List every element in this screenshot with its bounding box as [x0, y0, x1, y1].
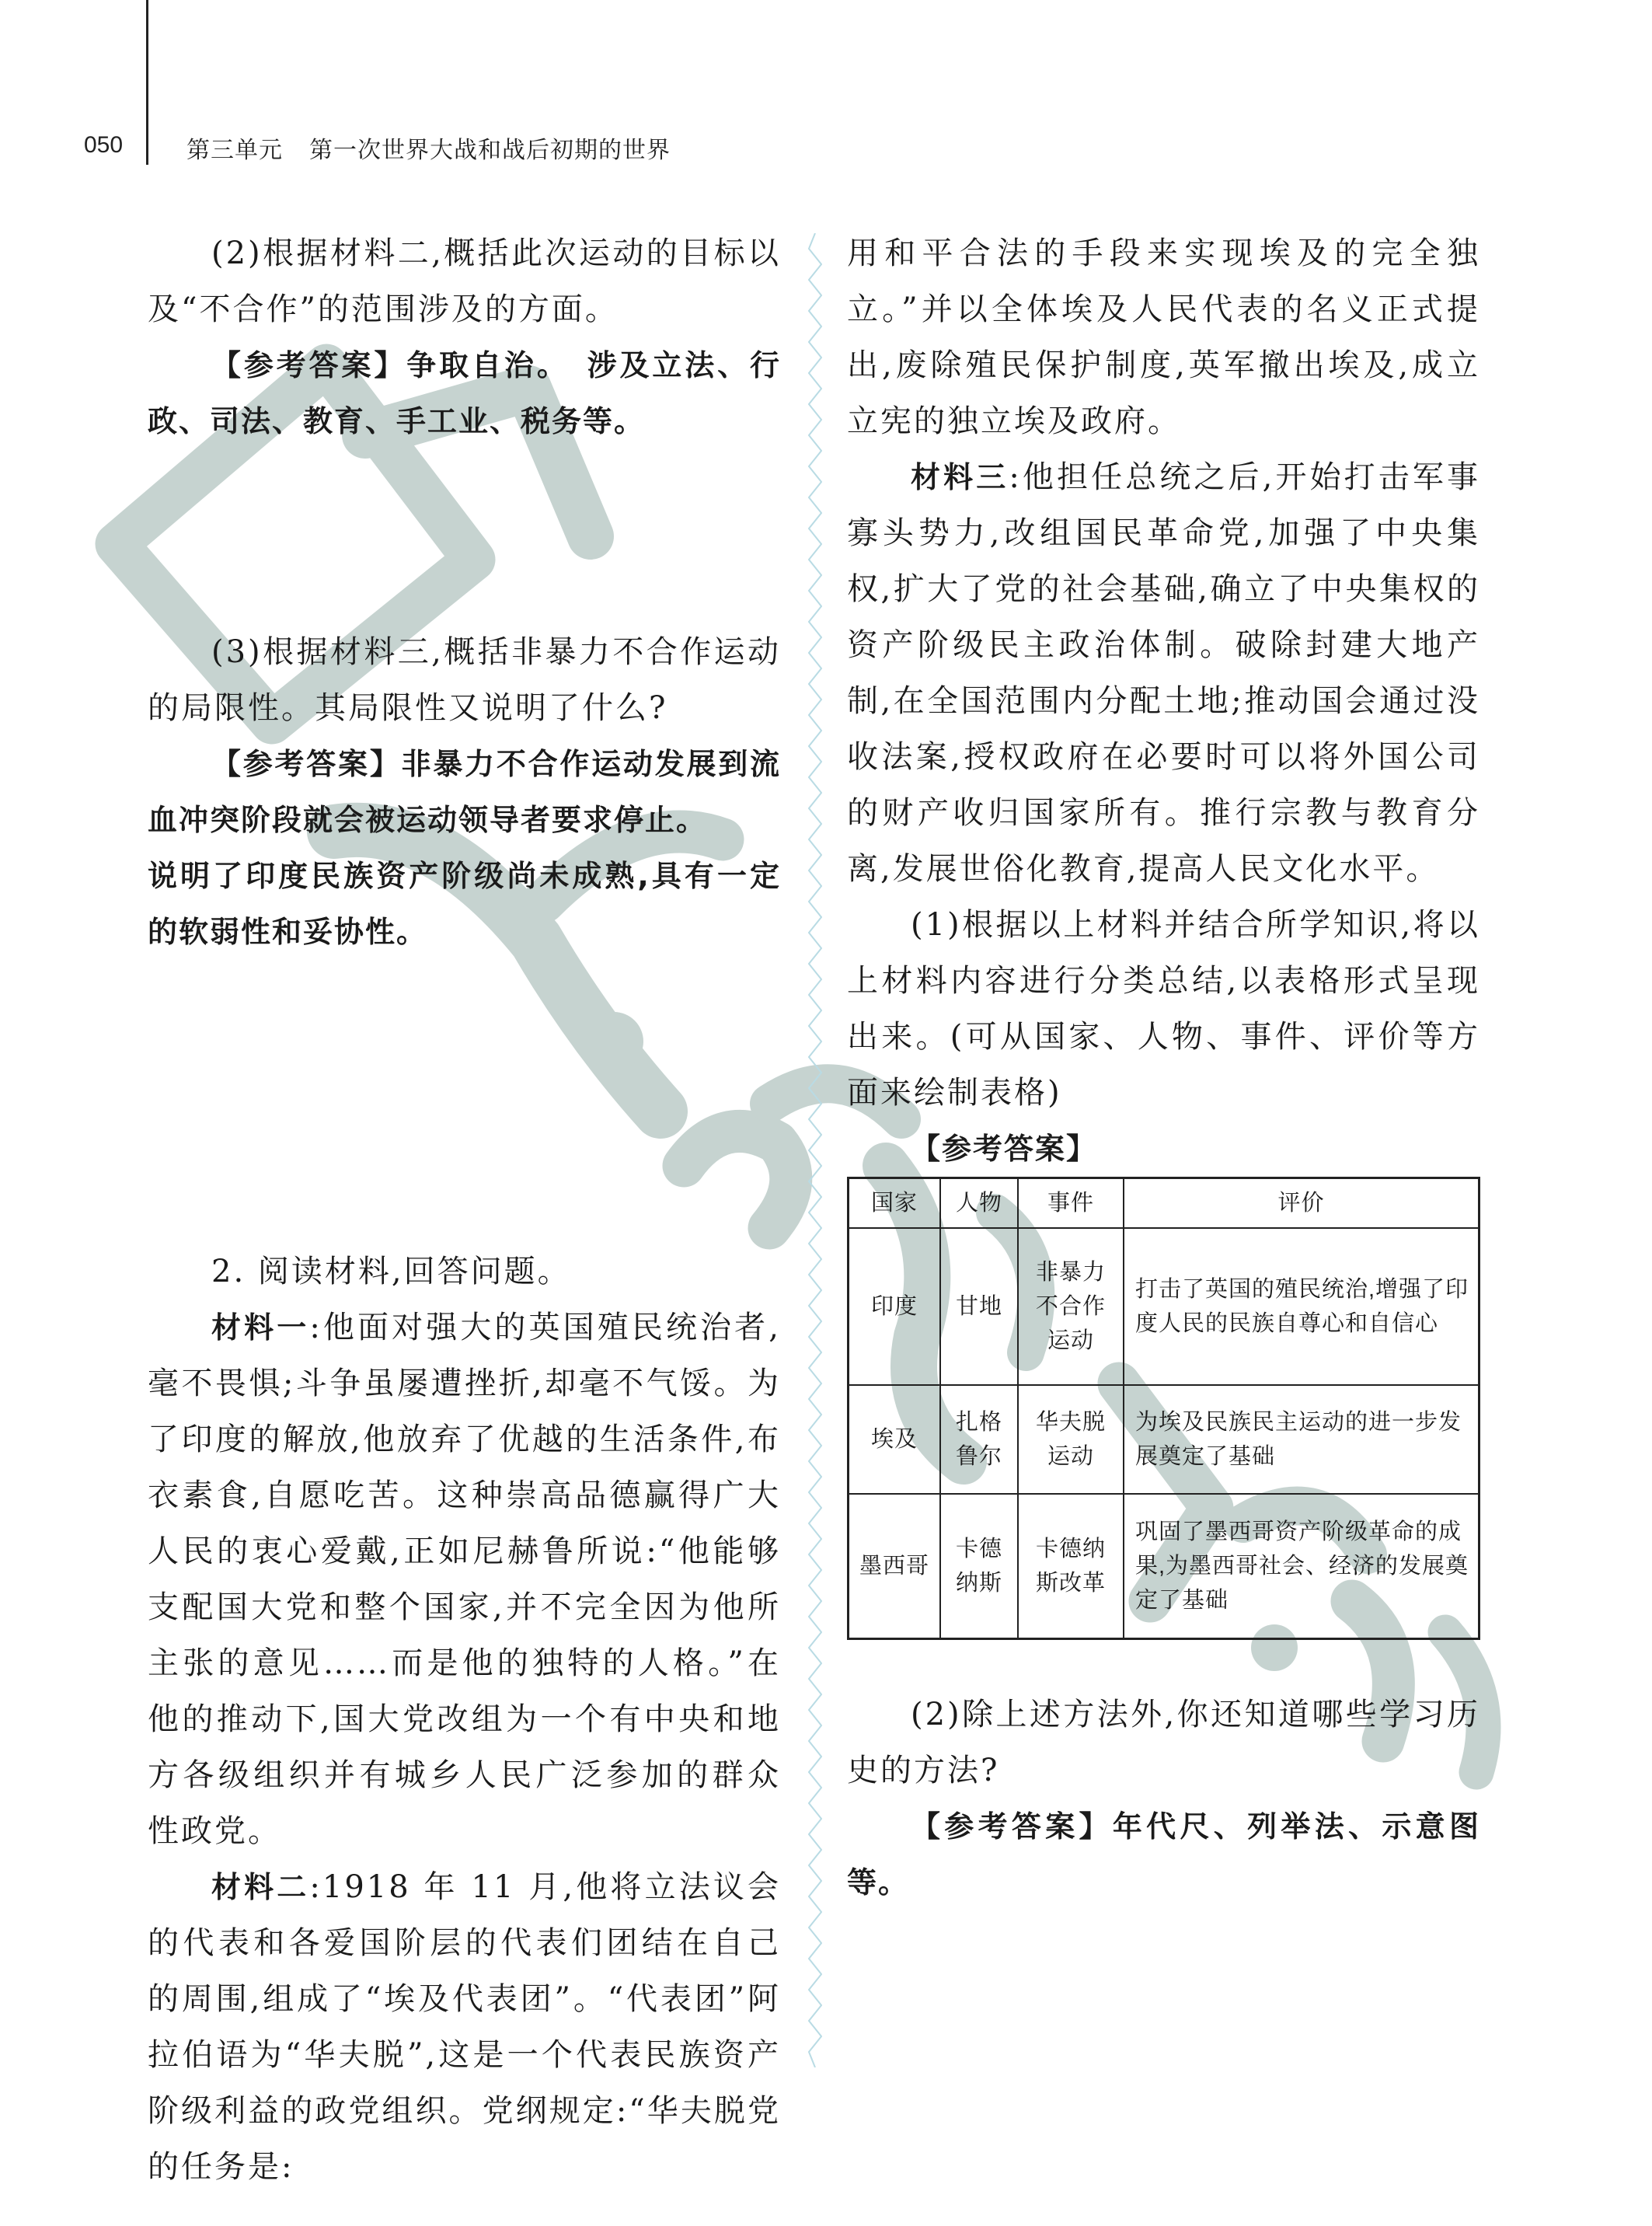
table-cell: 打击了英国的殖民统治,增强了印度人民的民族自尊心和自信心 — [1124, 1228, 1479, 1385]
column-divider — [808, 233, 822, 2067]
question-1-answer-heading: 【参考答案】 — [911, 1132, 1098, 1166]
table-row — [849, 1494, 1479, 1639]
table-row — [849, 1228, 1479, 1385]
running-header — [186, 131, 697, 165]
table-cell: 为埃及民族民主运动的进一步发展奠定了基础 — [1124, 1385, 1479, 1494]
table-cell: 埃及 — [849, 1385, 941, 1494]
table-cell: 巩固了墨西哥资产阶级革命的成果,为墨西哥社会、经济的发展奠定了基础 — [1124, 1494, 1479, 1639]
material-3-label: 材料三 — [911, 460, 1009, 494]
question-3-prompt: (3)根据材料三,概括非暴力不合作运动的局限性。其局限性又说明了什么? — [148, 634, 781, 726]
table-header-evaluation: 评价 — [1124, 1178, 1479, 1229]
material-2-text: :1918 年 11 月,他将立法议会的代表和各爱国阶层的代表们团结在自己的周围,组成了“埃及代表团”。“代表团”阿拉伯语为“华夫脱”,这是一个代表民族资产阶级利益的政党组织。党纲规定:“华夫脱党的任务是: — [148, 1869, 781, 2185]
table-cell: 扎格鲁尔 — [940, 1385, 1018, 1494]
question-2b-prompt: (2)除上述方法外,你还知道哪些学习历史的方法? — [847, 1697, 1480, 1788]
table-cell: 卡德纳斯 — [940, 1494, 1018, 1639]
table-row — [849, 1385, 1479, 1494]
header-rule — [146, 0, 148, 165]
material-2-continued: 用和平合法的手段来实现埃及的完全独立。”并以全体埃及人民代表的名义正式提出,废除殖民保护制度,英军撤出埃及,成立立宪的独立埃及政府。 — [847, 236, 1480, 439]
question-2-answer: 【参考答案】争取自治。 涉及立法、行政、司法、教育、手工业、税务等。 — [148, 348, 781, 438]
table-header-person: 人物 — [940, 1178, 1018, 1229]
table-cell: 卡德纳斯改革 — [1018, 1494, 1124, 1639]
material-1-label: 材料一 — [211, 1310, 310, 1345]
question-2-prompt: (2)根据材料二,概括此次运动的目标以及“不合作”的范围涉及的方面。 — [148, 236, 781, 327]
left-column — [148, 225, 781, 2195]
page-number: 050 — [84, 132, 124, 158]
question-1-prompt: (1)根据以上材料并结合所学知识,将以上材料内容进行分类总结,以表格形式呈现出来。(可从国家、人物、事件、评价等方面来绘制表格) — [847, 907, 1480, 1111]
reading-question-intro: 2. 阅读材料,回答问题。 — [211, 1254, 571, 1289]
material-1 — [148, 1300, 781, 1859]
question-3-answer-conclusion: 说明了印度民族资产阶级尚未成熟,具有一定的软弱性和妥协性。 — [148, 859, 781, 949]
material-1-text: :他面对强大的英国殖民统治者,毫不畏惧;斗争虽屡遭挫折,却毫不气馁。为了印度的解放,他放弃了优越的生活条件,布衣素食,自愿吃苦。这种崇高品德赢得广大人民的衷心爱戴,正如尼赫鲁所说:“他能够支配国大党和整个国家,并不完全因为他所主张的意见……而是他的独特的人格。”在他的推动下,国大党改组为一个有中央和地方各级组织并有城乡人民广泛参加的群众性政党。 — [148, 1310, 781, 1849]
question-3-answer: 【参考答案】非暴力不合作运动发展到流血冲突阶段就会被运动领导者要求停止。 — [148, 747, 781, 837]
material-2 — [148, 1859, 781, 2195]
table-header-row — [849, 1178, 1479, 1229]
table-cell: 墨西哥 — [849, 1494, 941, 1639]
table-cell: 非暴力不合作运动 — [1018, 1228, 1124, 1385]
table-cell: 印度 — [849, 1228, 941, 1385]
question-2b-answer: 【参考答案】年代尺、列举法、示意图等。 — [847, 1809, 1480, 1900]
material-2-label: 材料二 — [211, 1870, 310, 1904]
table-header-country: 国家 — [849, 1178, 941, 1229]
table-cell: 甘地 — [940, 1228, 1018, 1385]
right-column — [847, 225, 1480, 1910]
unit-number: 第三单元 — [186, 138, 283, 163]
table-cell: 华夫脱运动 — [1018, 1385, 1124, 1494]
unit-title: 第一次世界大战和战后初期的世界 — [309, 138, 671, 163]
material-3 — [847, 449, 1480, 897]
material-3-text: :他担任总统之后,开始打击军事寡头势力,改组国民革命党,加强了中央集权,扩大了党的社会基础,确立了中央集权的资产阶级民主政治体制。破除封建大地产制,在全国范围内分配土地;推动国会通过没收法案,授权政府在必要时可以将外国公司的财产收归国家所有。推行宗教与教育分离,发展世俗化教育,提高人民文化水平。 — [847, 459, 1480, 887]
summary-table — [847, 1177, 1480, 1640]
table-header-event: 事件 — [1018, 1178, 1124, 1229]
